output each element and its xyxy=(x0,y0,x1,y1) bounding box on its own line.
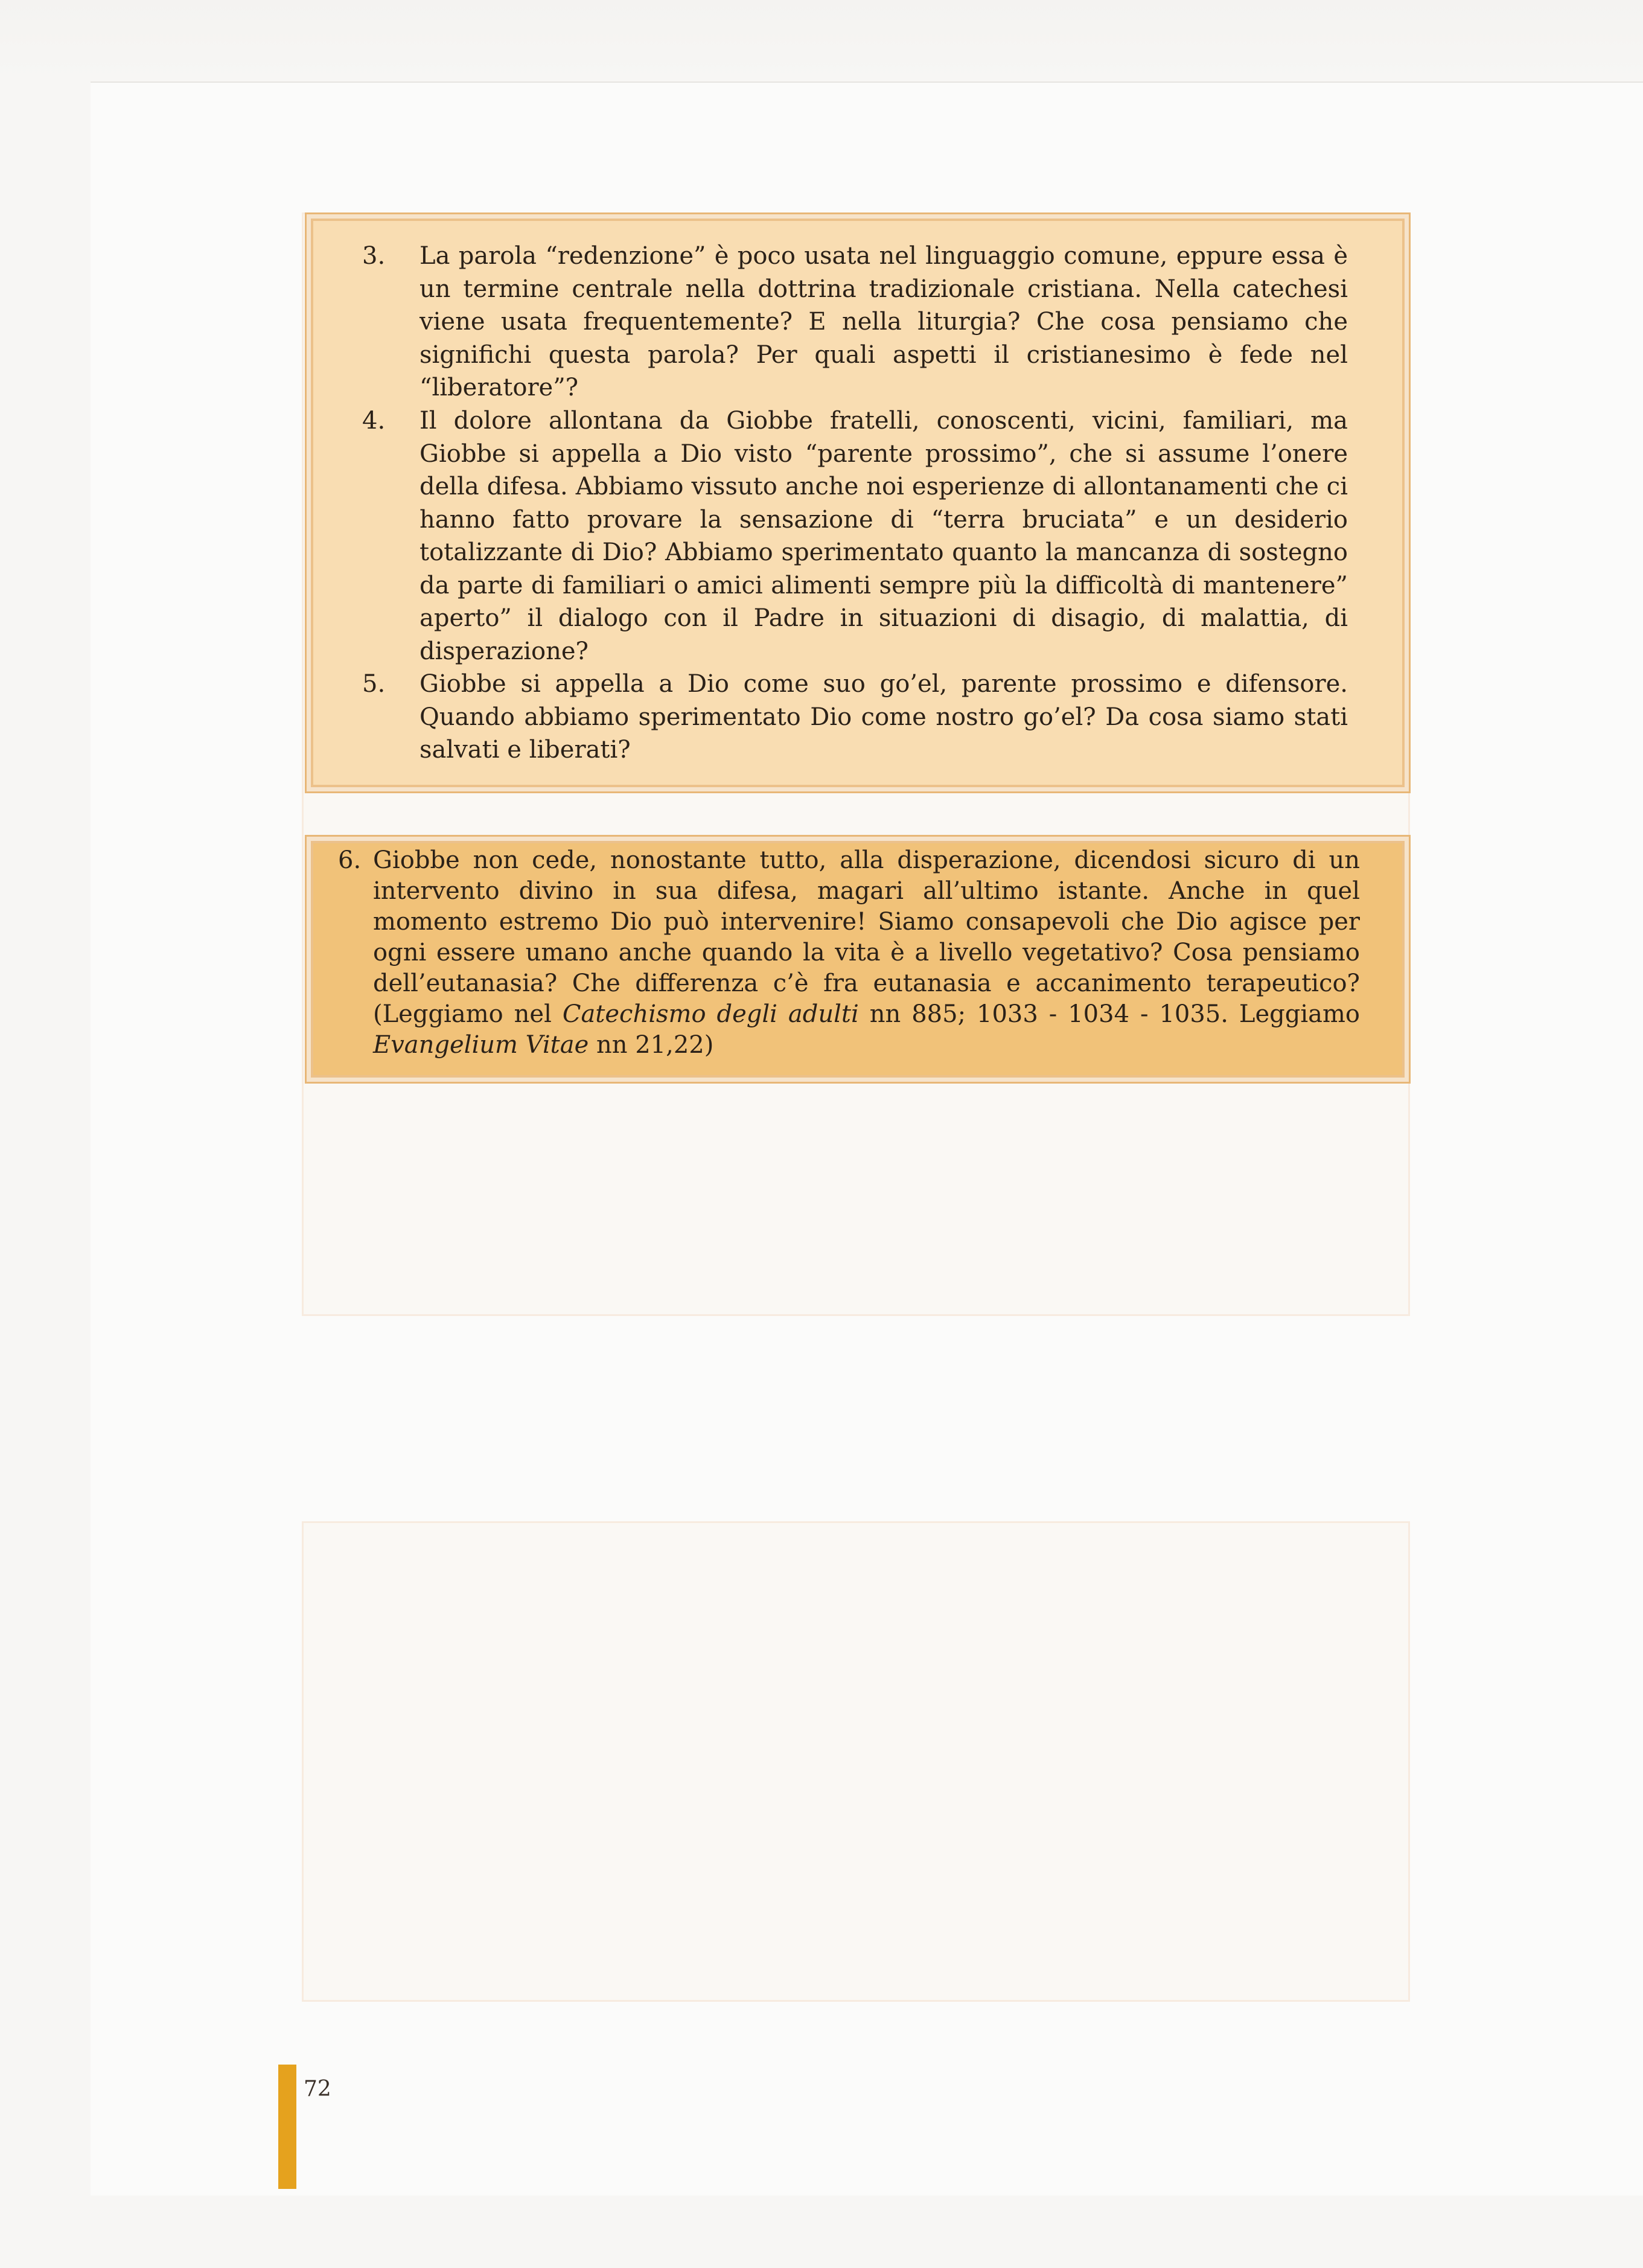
question-text-part: nn 885; 1033 - 1034 - 1035. Leggiamo xyxy=(858,1000,1361,1028)
question-number: 3. xyxy=(362,242,386,270)
page-number-bar xyxy=(278,2065,296,2189)
question-text: Giobbe si appella a Dio come suo go’el, parente prossimo e difensore. Quando abbiamo sperimentato Dio come nostro go’el? Da cosa siamo stati salvati e liberati? xyxy=(420,670,1348,764)
question-text: Il dolore allontana da Giobbe fratelli, conoscenti, vicini, familiari, ma Giobbe si appella a Dio visto “parente prossimo”, che si assume l’onere della difesa. Abbiamo vissuto anche noi esperienze di allontanamenti che ci hanno fatto provare la sensazione di “terra bruciata” e un desiderio totalizzante di Dio? Abbiamo sperimentato quanto la mancanza di sostegno da parte di familiari o amici alimenti sempre più la difficoltà di mantenere” aperto” il dialogo con il Padre in situazioni di disagio, di malattia, di disperazione? xyxy=(420,407,1348,665)
question-6 xyxy=(338,845,1360,1061)
book-title-catechismo: Catechismo degli adulti xyxy=(562,1000,859,1028)
book-title-evangelium-vitae: Evangelium Vitae xyxy=(373,1031,589,1059)
page-number: 72 xyxy=(304,2077,331,2101)
bleedthrough-box-lower xyxy=(302,1521,1410,2002)
question-number: 4. xyxy=(362,407,386,435)
question-4 xyxy=(362,404,1348,668)
question-text xyxy=(373,845,1360,1061)
question-text-part: nn 21,22) xyxy=(589,1031,714,1059)
question-text: La parola “redenzione” è poco usata nel linguaggio comune, eppure essa è un termine centrale nella dottrina tradizionale cristiana. Nella catechesi viene usata frequentemente? E nella liturgia? Che cosa pensiamo che significhi questa parola? Per quali aspetti il cristianesimo è fede nel “liberatore”? xyxy=(420,242,1348,401)
question-5 xyxy=(362,668,1348,767)
question-text-part: Giobbe non cede, nonostante tutto, alla disperazione, dicendosi sicuro di un intervento divino in sua difesa, magari all’ultimo istante. Anche in quel momento estremo Dio può intervenire! Siamo consapevoli che Dio agisce per ogni essere umano anche quando la vita è a livello vegetativo? Cosa pensiamo dell’eutanasia? Che differenza c’è fra eutanasia e accanimento terapeutico? (Leggiamo nel xyxy=(373,846,1360,1028)
page-top-margin xyxy=(0,0,1643,81)
question-number: 6. xyxy=(338,846,362,874)
question-number: 5. xyxy=(362,670,386,698)
question-3 xyxy=(362,240,1348,404)
